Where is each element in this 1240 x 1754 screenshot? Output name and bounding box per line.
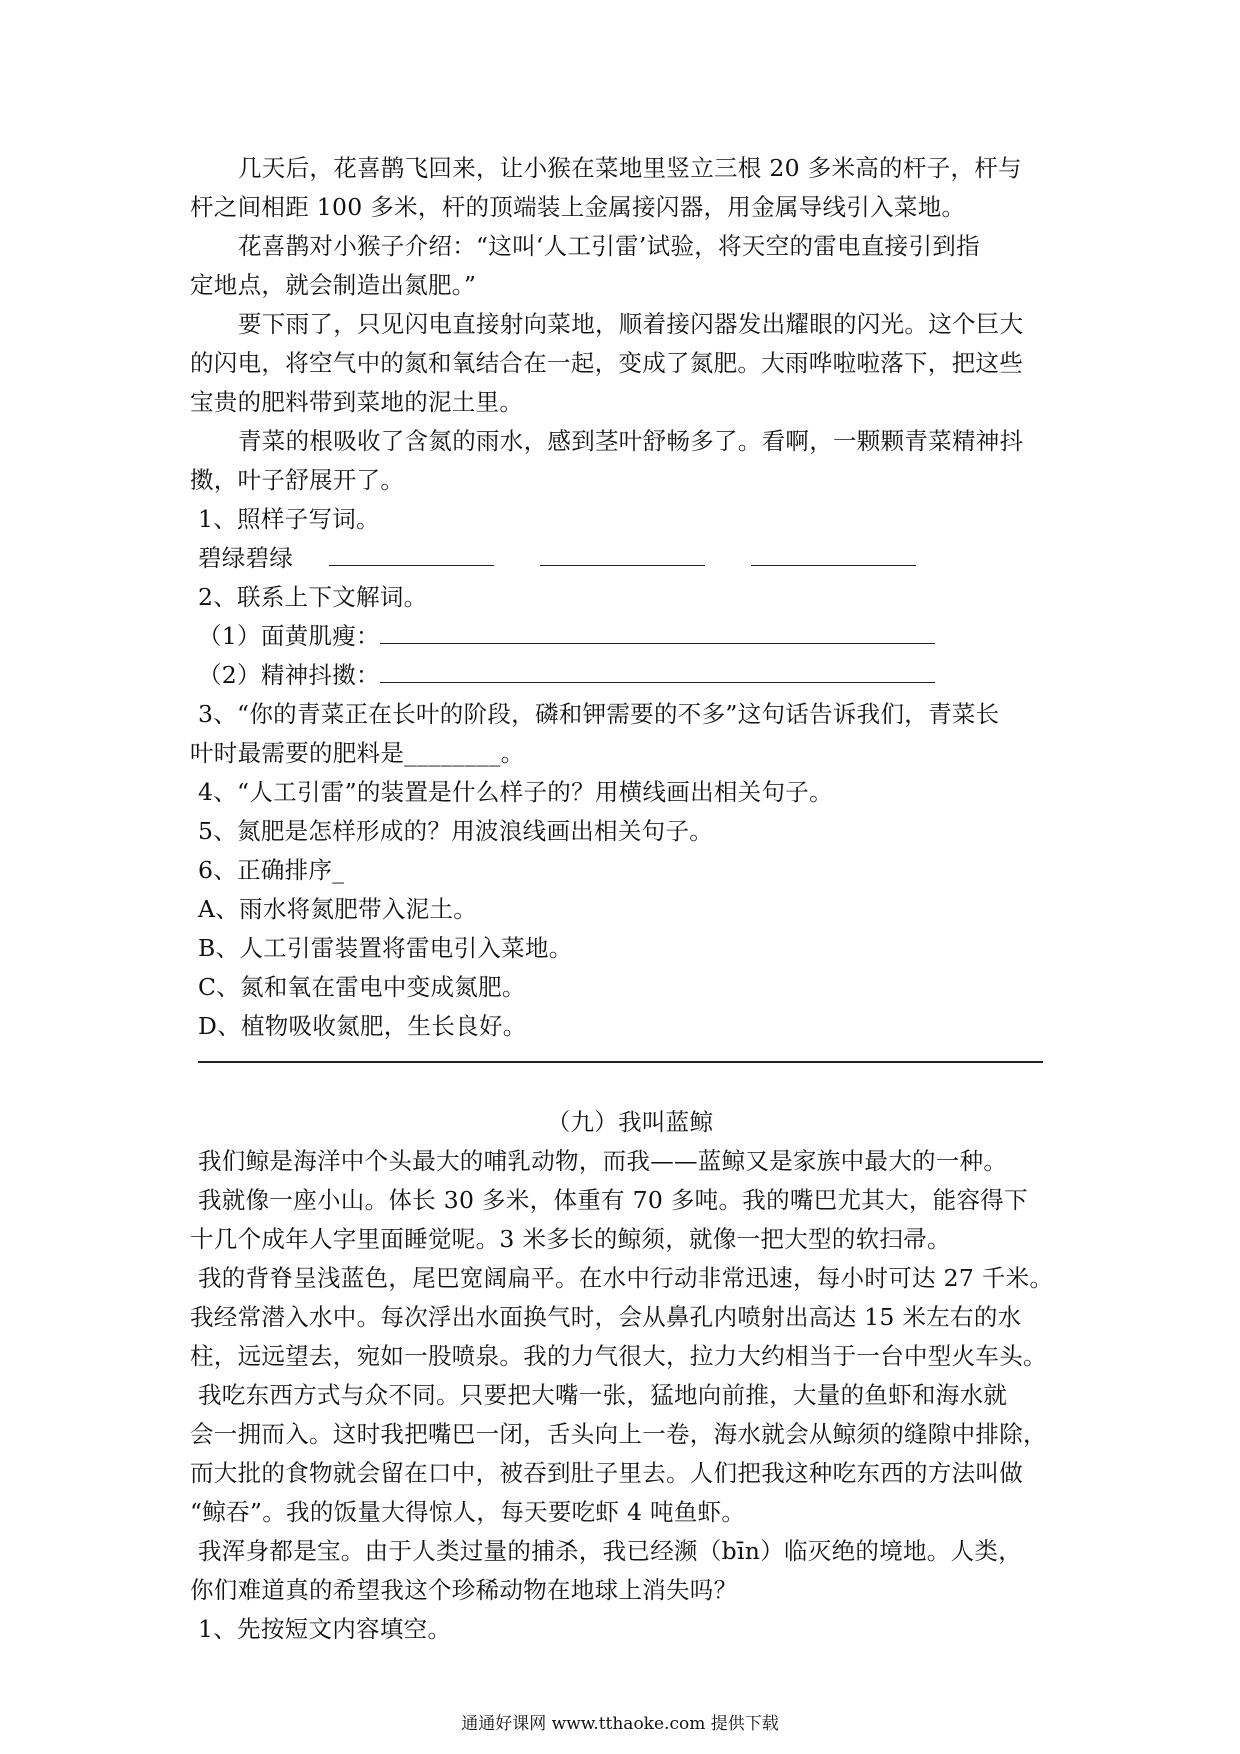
question-5: 5、氮肥是怎样形成的？用波浪线画出相关句子。 bbox=[198, 817, 714, 845]
paragraph-line: 我们鲸是海洋中个头最大的哺乳动物，而我——蓝鲸又是家族中最大的一种。 bbox=[198, 1147, 1008, 1175]
paragraph-line: 我浑身都是宝。由于人类过量的捕杀，我已经濒（bīn）临灭绝的境地。人类， bbox=[198, 1537, 1022, 1565]
answer-blank-2[interactable] bbox=[540, 543, 705, 566]
paragraph-line: 定地点，就会制造出氮肥。” bbox=[190, 271, 477, 299]
question-2-label: 2、联系上下文解词。 bbox=[198, 583, 428, 611]
paragraph-line: 擞，叶子舒展开了。 bbox=[190, 466, 405, 494]
answer-blank-3[interactable] bbox=[751, 543, 916, 566]
answer-blank-q2-1[interactable] bbox=[380, 621, 935, 644]
question-3-line-1: 3、“你的青菜正在长叶的阶段，磷和钾需要的不多”这句话告诉我们，青菜长 bbox=[198, 700, 1000, 728]
paragraph-line: 宝贵的肥料带到菜地的泥土里。 bbox=[190, 388, 524, 416]
paragraph-line: 我吃东西方式与众不同。只要把大嘴一张，猛地向前推，大量的鱼虾和海水就 bbox=[198, 1381, 1008, 1409]
question-2-item-1-label: （1）面黄肌瘦： bbox=[198, 622, 380, 650]
question-2-item-2-label: （2）精神抖擞： bbox=[198, 661, 380, 689]
question-4: 4、“人工引雷”的装置是什么样子的？用横线画出相关句子。 bbox=[198, 778, 833, 806]
paragraph-line: 而大批的食物就会留在口中，被吞到肚子里去。人们把我这种吃东西的方法叫做 bbox=[190, 1459, 1023, 1487]
paragraph-line: 柱，远远望去，宛如一股喷泉。我的力气很大，拉力大约相当于一台中型火车头。 bbox=[190, 1342, 1047, 1370]
section-divider bbox=[198, 1061, 1043, 1063]
option-c: C、氮和氧在雷电中变成氮肥。 bbox=[198, 973, 526, 1001]
paragraph-line: 青菜的根吸收了含氮的雨水，感到茎叶舒畅多了。看啊，一颗颗青菜精神抖 bbox=[238, 427, 1024, 455]
paragraph-line: 会一拥而入。这时我把嘴巴一闭，舌头向上一卷，海水就会从鲸须的缝隙中排除， bbox=[190, 1420, 1047, 1448]
question-3-line-2: 叶时最需要的肥料是________。 bbox=[190, 739, 525, 767]
question-2-item-1 bbox=[198, 618, 935, 654]
answer-blank-1[interactable] bbox=[329, 543, 494, 566]
paragraph-line: “鲸吞”。我的饭量大得惊人，每天要吃虾 4 吨鱼虾。 bbox=[190, 1498, 746, 1526]
paragraph-line: 你们难道真的希望我这个珍稀动物在地球上消失吗？ bbox=[190, 1576, 738, 1604]
paragraph-line: 的闪电，将空气中的氮和氧结合在一起，变成了氮肥。大雨哗啦啦落下，把这些 bbox=[190, 349, 1023, 377]
question-1-fill: 1、先按短文内容填空。 bbox=[198, 1615, 452, 1643]
question-1-label: 1、照样子写词。 bbox=[198, 505, 380, 533]
option-d: D、植物吸收氮肥，生长良好。 bbox=[198, 1012, 527, 1040]
option-b: B、人工引雷装置将雷电引入菜地。 bbox=[198, 934, 573, 962]
option-a: A、雨水将氮肥带入泥土。 bbox=[198, 895, 478, 923]
paragraph-line: 十几个成年人字里面睡觉呢。3 米多长的鲸须，就像一把大型的软扫帚。 bbox=[190, 1225, 951, 1253]
paragraph-line: 我经常潜入水中。每次浮出水面换气时，会从鼻孔内喷射出高达 15 米左右的水 bbox=[190, 1303, 1022, 1331]
question-1-row bbox=[198, 540, 916, 576]
paragraph-line: 要下雨了，只见闪电直接射向菜地，顺着接闪器发出耀眼的闪光。这个巨大 bbox=[238, 310, 1024, 338]
paragraph-line: 花喜鹊对小猴子介绍：“这叫‘人工引雷’试验，将天空的雷电直接引到指 bbox=[238, 232, 980, 260]
answer-blank-q2-2[interactable] bbox=[380, 660, 935, 683]
paragraph-line: 杆之间相距 100 多米，杆的顶端装上金属接闪器，用金属导线引入菜地。 bbox=[190, 193, 966, 221]
section-title: （九）我叫蓝鲸 bbox=[546, 1108, 714, 1136]
page-footer: 通通好课网 www.tthaoke.com 提供下载 bbox=[461, 1714, 779, 1734]
paragraph-line: 我就像一座小山。体长 30 多米，体重有 70 多吨。我的嘴巴尤其大，能容得下 bbox=[198, 1186, 1028, 1214]
question-2-item-2 bbox=[198, 657, 935, 693]
paragraph-line: 我的背脊呈浅蓝色，尾巴宽阔扁平。在水中行动非常迅速，每小时可达 27 千米。 bbox=[198, 1264, 1054, 1292]
question-6-label: 6、正确排序_ bbox=[198, 856, 345, 884]
question-1-example: 碧绿碧绿 bbox=[198, 544, 294, 572]
paragraph-line: 几天后，花喜鹊飞回来，让小猴在菜地里竖立三根 20 多米高的杆子，杆与 bbox=[238, 154, 1022, 182]
